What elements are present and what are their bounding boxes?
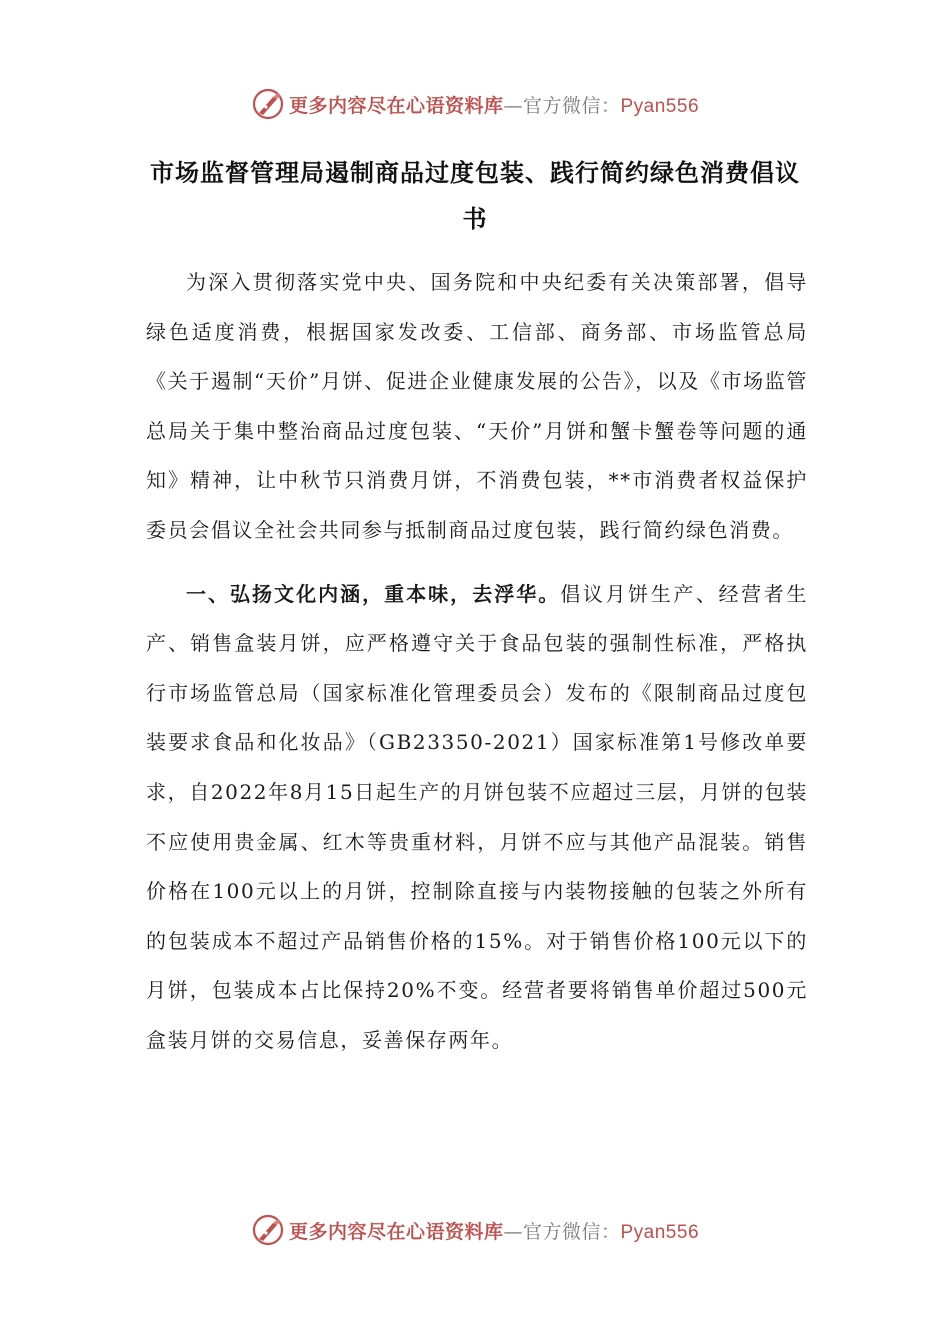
section-1-paragraph xyxy=(146,570,808,1066)
banner-wechat-id: Pyan556 xyxy=(620,1221,700,1243)
banner-site-name: 更多内容尽在心语资料库 xyxy=(288,94,504,117)
document-body xyxy=(146,258,808,1066)
banner-wechat-label: —官方微信： xyxy=(503,94,621,117)
pen-nib-logo-icon xyxy=(251,1213,285,1247)
document-title: 市场监督管理局遏制商品过度包装、践行简约绿色消费倡议书 xyxy=(150,159,800,233)
section-1-heading: 一、弘扬文化内涵，重本味，去浮华。 xyxy=(186,581,561,606)
banner-wechat-label: —官方微信： xyxy=(503,1220,621,1243)
footer-banner xyxy=(0,1210,950,1250)
banner-site-name: 更多内容尽在心语资料库 xyxy=(288,1220,504,1243)
banner-text xyxy=(289,1217,699,1244)
pen-nib-logo-icon xyxy=(251,87,285,121)
banner-text xyxy=(289,91,699,118)
section-1-text: 倡议月饼生产、经营者生产、销售盒装月饼，应严格遵守关于食品包装的强制性标准，严格执行市场监管总局（国家标准化管理委员会）发布的《限制商品过度包装要求食品和化妆品》（GB23350-2021）国家标准第1号修改单要求，自2022年8月15日起生产的月饼包装不应超过三层，月饼的包装不应使用贵金属、红木等贵重材料，月饼不应与其他产品混装。销售价格在100元以上的月饼，控制除直接与内装物接触的包装之外所有的包装成本不超过产品销售价格的15%。对于销售价格100元以下的月饼，包装成本占比保持20%不变。经营者要将销售单价超过500元盒装月饼的交易信息，妥善保存两年。 xyxy=(146,581,808,1052)
header-banner xyxy=(0,84,950,124)
banner-wechat-id: Pyan556 xyxy=(620,95,700,117)
intro-paragraph: 为深入贯彻落实党中央、国务院和中央纪委有关决策部署，倡导绿色适度消费，根据国家发改委、工信部、商务部、市场监管总局《关于遏制“天价”月饼、促进企业健康发展的公告》，以及《市场监管总局关于集中整治商品过度包装、“天价”月饼和蟹卡蟹卷等问题的通知》精神，让中秋节只消费月饼，不消费包装，**市消费者权益保护委员会倡议全社会共同参与抵制商品过度包装，践行简约绿色消费。 xyxy=(146,270,808,542)
